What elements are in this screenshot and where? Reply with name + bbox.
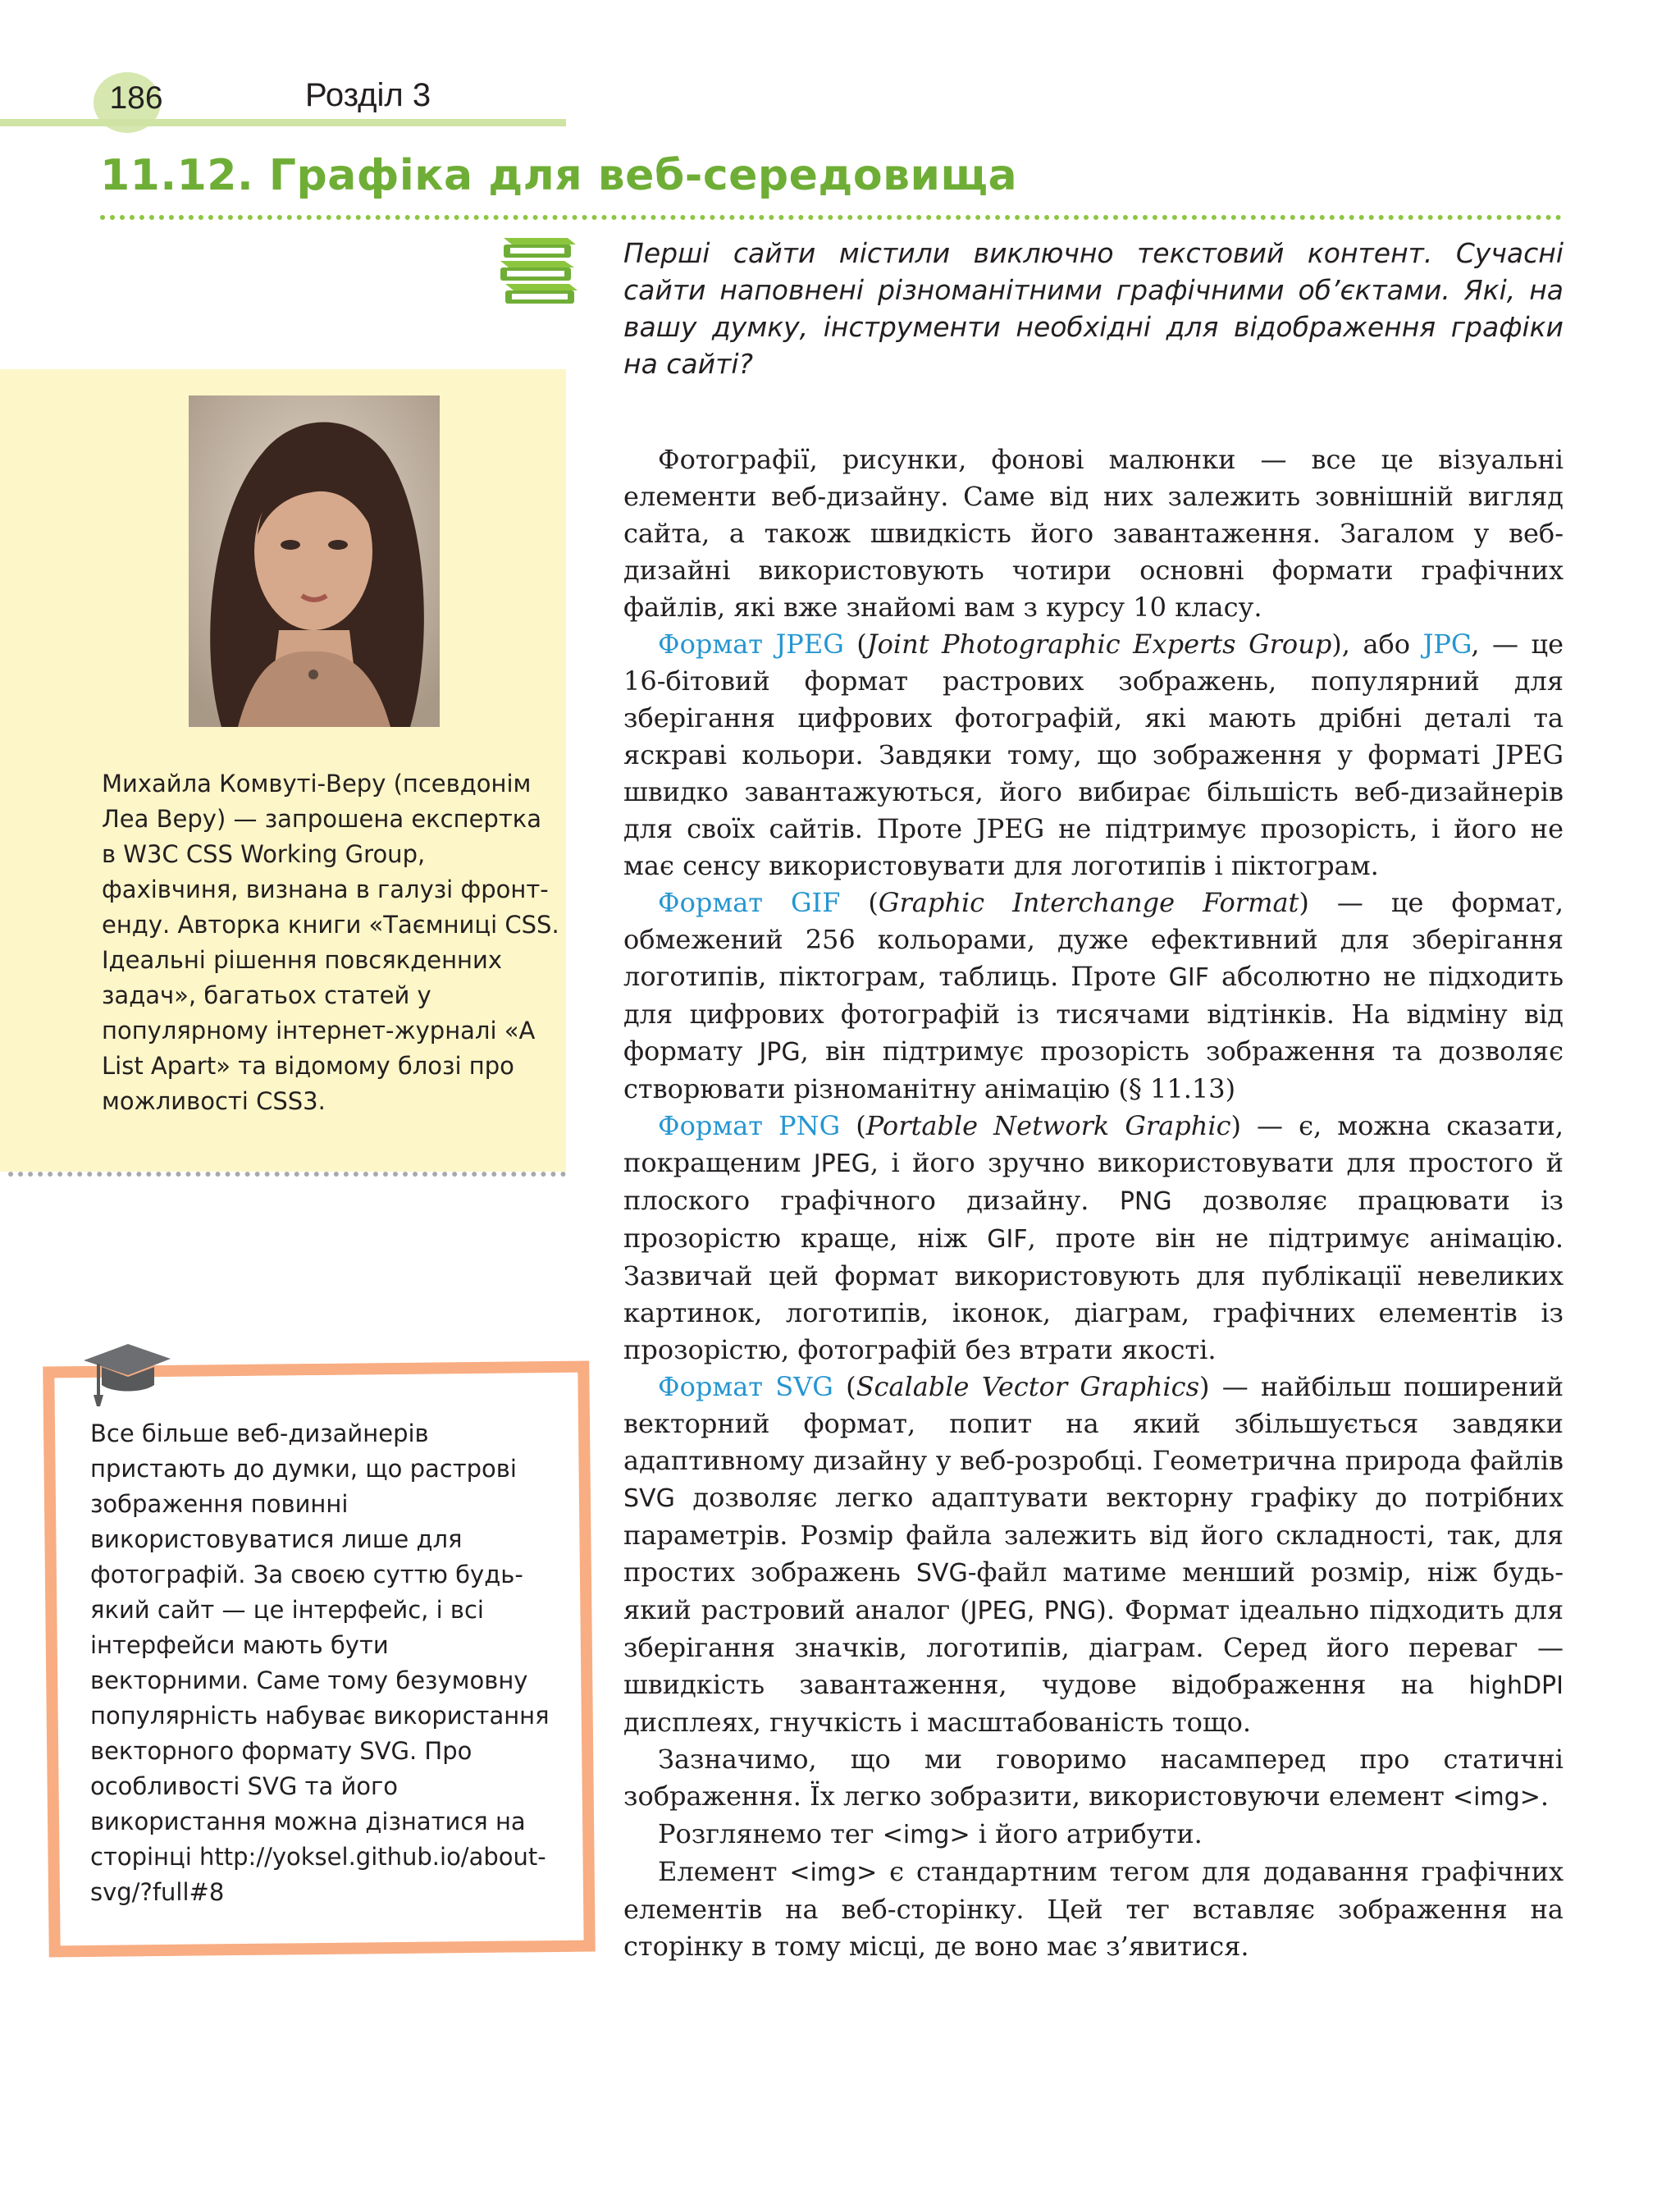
paragraph-img-element: Елемент <img> є стандартним тегом для додавання графічних елементів на веб-сторінку. Цей тег вставляє зображення на сторінку в тому місці, де воно має з’явитися. — [623, 1856, 1564, 1962]
page-title: 11.12. Графіка для веб-середовища — [100, 151, 1018, 200]
bio-divider — [8, 1172, 566, 1177]
note-text: Все більше веб-дизайнерів пристають до думки, що растрові зображення повинні використовуватися лише для фотографій. За своєю суттю будь-який сайт — це інтерфейс, і всі інтерфейси мають бути векторними. Саме тому безумовну популярність набуває використання векторного формату SVG. Про особливості SVG та його використання можна дізнатися на сторінці http://yoksel.github.io/about-svg/?full#8 — [90, 1419, 550, 1906]
img-tag: <img> — [789, 1858, 878, 1887]
header-bar — [0, 119, 566, 126]
paragraph-svg: Формат SVG (Scalable Vector Graphics) — найбільш поширений векторний формат, попит на який збільшується завдяки адаптивному дизайну у веб-розробці. Геометрична природа файлів SVG дозволяє легко адаптувати векторну графіку до потрібних параметрів. Розмір файла залежить від його складності, так, для простих зображень SVG-файл матиме менший розмір, ніж будь-який растровий аналог (JPEG, PNG). Формат ідеально підходить для зберігання значків, логотипів, діаграм. Серед його переваг — швидкість завантаження, чудове відображення на highDPI дисплеях, гнучкість і масштабованість тощо. — [623, 1371, 1564, 1738]
books-icon — [497, 233, 581, 309]
paragraph-jpeg: Формат JPEG (Joint Photographic Experts Group), або JPG, — це 16-бітовий формат растрових зображень, популярний для зберігання цифрових фотографій, які мають дрібні деталі та яскраві кольори. Завдяки тому, що зображення у форматі JPEG швидко завантажуються, його вибирає більшість веб-дизайнерів для своїх сайтів. Проте JPEG не підтримує прозорість, і його не має сенсу використовувати для логотипів і піктограм. — [623, 629, 1564, 881]
term-jpg: JPG — [1422, 629, 1472, 660]
intro-question: Перші сайти містили виключно текстовий контент. Сучасні сайти наповнені різноманітними графічними об’єктами. Які, на вашу думку, інструменти необхідні для відображення графіки на сайті? — [623, 237, 1564, 380]
term-svg: Формат SVG — [658, 1371, 833, 1402]
term-png: Формат PNG — [658, 1110, 841, 1141]
graduation-cap-icon — [80, 1341, 172, 1408]
portrait-illustration — [189, 395, 440, 727]
term-gif: Формат GIF — [658, 887, 841, 918]
bio-text: Михайла Комвуті-Веру (псевдонім Леа Веру) — запрошена експертка в W3C CSS Working Group, фахівчиня, визнана в галузі фронт-енду. Авторка книги «Таємниці CSS. Ідеальні рішення повсякденних задач», багатьох статей у популярному інтернет-журналі «A List Apart» та відомому блозі про можливості CSS3. — [102, 770, 559, 1115]
paragraph-intro: Фотографії, рисунки, фонові малюнки — все це візуальні елементи веб-дизайну. Саме від них залежить зовнішній вигляд сайта, а також швидкість його завантаження. Загалом у веб-дизайні використовують чотири основні формати графічних файлів, які вже знайомі вам з курсу 10 класу. — [623, 444, 1564, 623]
portrait-photo — [189, 395, 440, 727]
img-tag: <img> — [882, 1821, 970, 1849]
title-divider — [100, 215, 1562, 220]
paragraph-png: Формат PNG (Portable Network Graphic) — є, можна сказати, покращеним JPEG, і його зручно використовувати для простого й плоского графічного дизайну. PNG дозволяє працювати із прозорістю краще, ніж GIF, проте він не підтримує анімацію. Зазвичай цей формат використовують для публікації невеликих картинок, логотипів, іконок, діаграм, графічних елементів із прозорістю, фотографій без втрати якості. — [623, 1110, 1564, 1365]
paragraph-gif: Формат GIF (Graphic Interchange Format) — це формат, обмежений 256 кольорами, дуже ефективний для зберігання логотипів, піктограм, таблиць. Проте GIF абсолютно не підходить для цифрових фотографій із тисячами відтінків. На відміну від формату JPG, він підтримує прозорість зображення та дозволяє створювати різноманітну анімацію (§ 11.13) — [623, 887, 1564, 1104]
term-jpeg: Формат JPEG — [658, 629, 844, 660]
paragraph-static-images: Зазначимо, що ми говоримо насамперед про статичні зображення. Їх легко зобразити, використовуючи елемент <img>. — [623, 1744, 1564, 1812]
section-label: Розділ 3 — [305, 77, 431, 113]
paragraph-img-tag: Розглянемо тег <img> і його атрибути. — [658, 1818, 1203, 1849]
body-text — [623, 441, 1564, 1965]
page-number: 186 — [109, 80, 163, 116]
img-tag: <img> — [1453, 1783, 1541, 1812]
